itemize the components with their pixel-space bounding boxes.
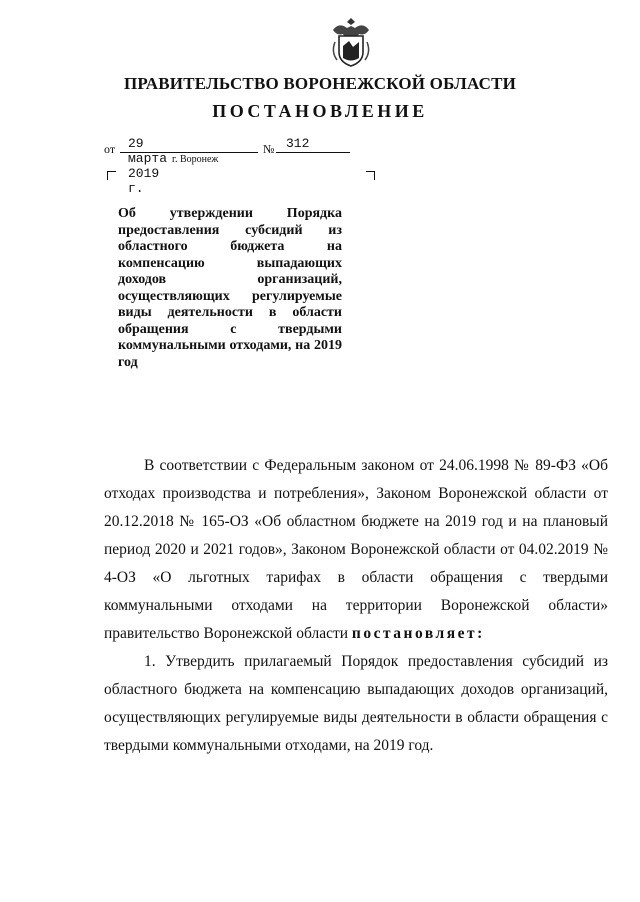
- date-prefix: от: [104, 142, 116, 156]
- city-name: г. Воронеж: [172, 154, 219, 165]
- document-subject: Об утверждении Порядка предоставления субсидий из областного бюджета на компенсацию выпадающих доходов организаций, осуществляющих регулируемые виды деятельности в области обращения с твердыми коммунальными отходами, на 2019 год: [118, 206, 342, 370]
- paragraph-item-1: 1. Утвердить прилагаемый Порядок предоставления субсидий из областного бюджета на компенсацию выпадающих доходов организаций, осуществляющих регулируемые виды деятельности в области обращения с твердыми коммунальными отходами, на 2019 год.: [104, 653, 608, 754]
- document-number: 312: [286, 136, 310, 151]
- paragraph-preamble: [104, 452, 608, 648]
- government-name: ПРАВИТЕЛЬСТВО ВОРОНЕЖСКОЙ ОБЛАСТИ: [123, 74, 517, 93]
- resolves-keyword: постановляет:: [351, 625, 485, 642]
- corner-mark-left: [107, 171, 116, 180]
- date-underline: [120, 152, 258, 153]
- document-date: 29 марта 2019 г.: [128, 136, 168, 196]
- preamble-text: В соответствии с Федеральным законом от 24.06.1998 № 89-ФЗ «Об отходах производства и потребления», Законом Воронежской области от 20.12.2018 № 165-ОЗ «Об областном бюджете на 2019 год и на плановый период 2020 и 2021 годов», Законом Воронежской области от 04.02.2019 № 4-ОЗ «О льготных тарифах в области обращения с твердыми коммунальными отходами на территории Воронежской области» правительство Воронежской области: [104, 457, 608, 642]
- document-type: ПОСТАНОВЛЕНИЕ: [212, 101, 428, 121]
- corner-mark-right: [366, 171, 375, 180]
- number-underline: [276, 152, 350, 153]
- document-body: [104, 452, 608, 760]
- number-prefix: №: [263, 142, 275, 156]
- coat-of-arms-icon: [325, 14, 377, 70]
